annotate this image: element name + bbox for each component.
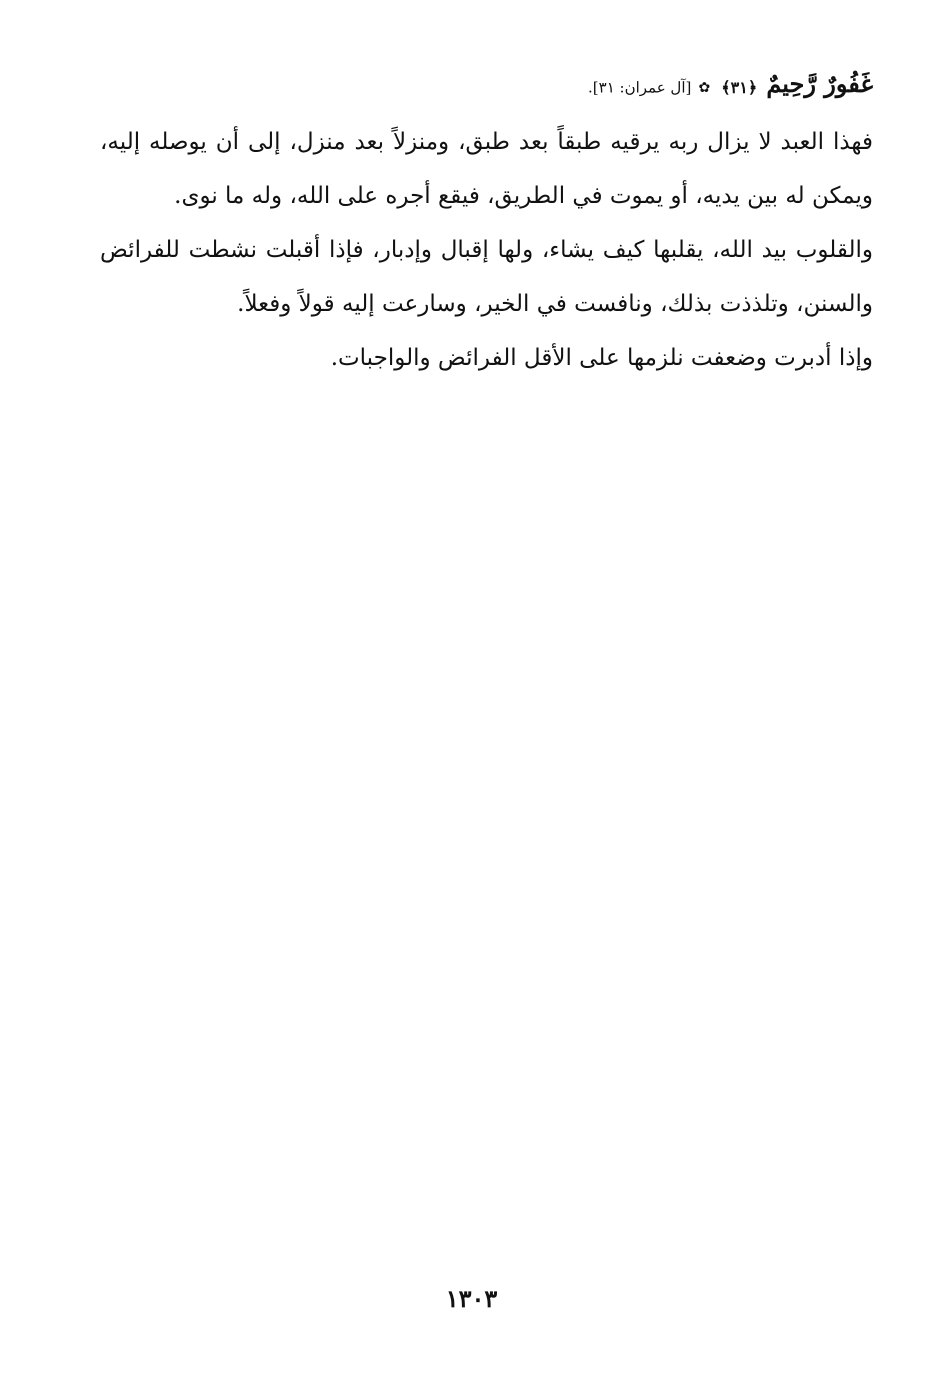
- paragraph-3: وإذا أدبرت وضعفت نلزمها على الأقل الفرائض والواجبات.: [330, 345, 873, 371]
- quran-verse-ending: [353, 62, 873, 110]
- verse-text: غَفُورٌ رَّحِيمٌ: [766, 69, 873, 98]
- flower-ornament-icon: ✿: [698, 79, 711, 96]
- page-number: ١٣٠٣: [445, 1284, 498, 1313]
- paragraph-2: والقلوب بيد الله، يقلبها كيف يشاء، ولها إقبال وإدبار، فإذا أقبلت نشطت للفرائض والسنن، وتلذذت بذلك، ونافست في الخير، وسارعت إليه قولاً وفعلاً.: [100, 237, 873, 317]
- verse-reference: [آل عمران: ٣١].: [588, 78, 692, 97]
- paragraph-1: فهذا العبد لا يزال ربه يرقيه طبقاً بعد طبق، ومنزلاً بعد منزل، إلى أن يوصله إليه، ويمكن له بين يديه، أو يموت في الطريق، فيقع أجره على الله، وله ما نوى.: [100, 129, 873, 209]
- main-text: [100, 115, 873, 385]
- verse-number-marker: ﴿٣١﴾: [721, 77, 758, 97]
